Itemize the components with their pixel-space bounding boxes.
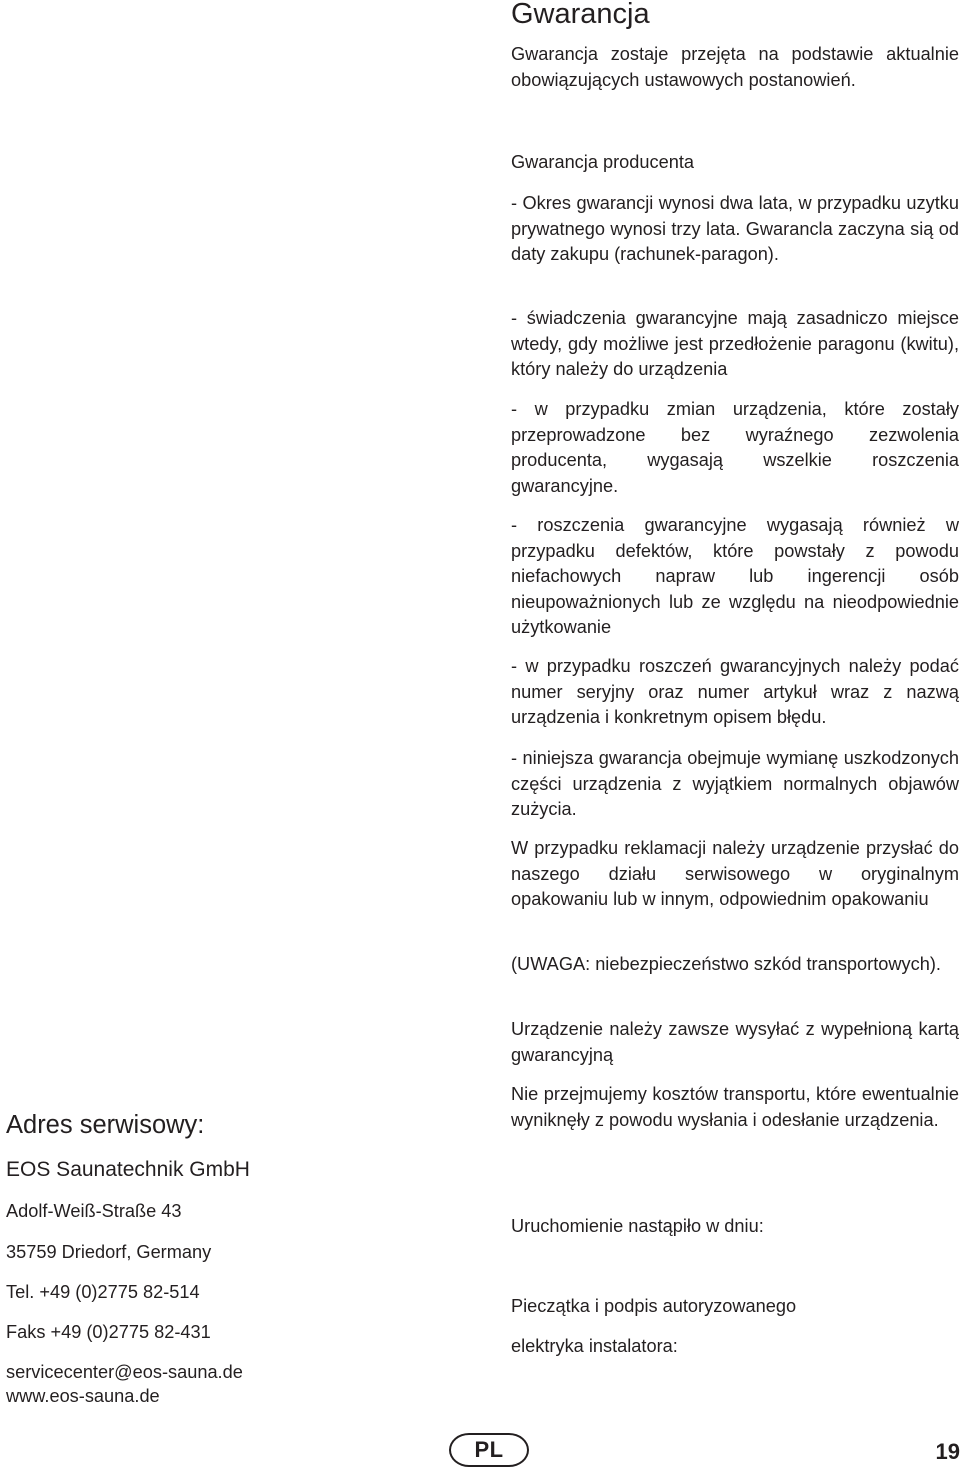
language-badge bbox=[449, 1433, 529, 1467]
return-procedure-paragraph: W przypadku reklamacji należy urządzenie przysłać do naszego działu serwisowego w oryginalnym opakowaniu lub w innym, odpowiednim opakowaniu bbox=[511, 838, 959, 910]
page-title: Gwarancja bbox=[511, 0, 650, 30]
stamp-signature-label-continued: elektryka instalatora: bbox=[511, 1336, 678, 1356]
service-fax: Faks +49 (0)2775 82-431 bbox=[6, 1322, 211, 1342]
receipt-requirement-paragraph: - świadczenia gwarancyjne mają zasadniczo miejsce wtedy, gdy możliwe jest przedłożenie paragonu (kwitu), który należy do urządzenia bbox=[511, 308, 959, 380]
warranty-period-paragraph: - Okres gwarancji wynosi dwa lata, w przypadku uzytku prywatnego wynosi trzy lata. Gwarancla zaczyna sią od daty zakupu (rachunek-paragon). bbox=[511, 193, 959, 265]
page-number: 19 bbox=[935, 1439, 960, 1464]
service-city: 35759 Driedorf, Germany bbox=[6, 1242, 212, 1262]
service-address-title: Adres serwisowy: bbox=[6, 1111, 205, 1139]
claim-details-paragraph: - w przypadku roszczeń gwarancyjnych należy podać numer seryjny oraz numer artykuł wraz z nazwą urządzenia i konkretnym opisem błędu. bbox=[511, 656, 959, 728]
service-street: Adolf-Weiß-Straße 43 bbox=[6, 1201, 182, 1221]
service-email: servicecenter@eos-sauna.de bbox=[6, 1362, 243, 1382]
coverage-paragraph: - niniejsza gwarancja obejmuje wymianę uszkodzonych części urządzenia z wyjątkiem normalnych objawów zużycia. bbox=[511, 748, 959, 820]
warranty-card-paragraph: Urządzenie należy zawsze wysyłać z wypełnioną kartą gwarancyjną bbox=[511, 1019, 959, 1065]
intro-paragraph: Gwarancja zostaje przejęta na podstawie aktualnie obowiązujących ustawowych postanowień. bbox=[511, 44, 959, 90]
stamp-signature-label: Pieczątka i podpis autoryzowanego bbox=[511, 1296, 797, 1316]
service-phone: Tel. +49 (0)2775 82-514 bbox=[6, 1282, 200, 1302]
transport-warning-paragraph: (UWAGA: niebezpieczeństwo szkód transportowych). bbox=[511, 954, 941, 974]
commissioning-date-label: Uruchomienie nastąpiło w dniu: bbox=[511, 1216, 764, 1236]
modification-clause-paragraph: - w przypadku zmian urządzenia, które zostały przeprowadzone bez wyraźnego zezwolenia producenta, wygasają wszelkie roszczenia gwarancyjne. bbox=[511, 399, 959, 496]
service-company-name: EOS Saunatechnik GmbH bbox=[6, 1158, 250, 1181]
service-website: www.eos-sauna.de bbox=[6, 1386, 160, 1406]
manufacturer-warranty-heading: Gwarancja producenta bbox=[511, 152, 694, 172]
language-badge-label: PL bbox=[474, 1437, 504, 1462]
transport-costs-paragraph: Nie przejmujemy kosztów transportu, które ewentualnie wyniknęły z powodu wysłania i odesłanie urządzenia. bbox=[511, 1084, 959, 1130]
defects-clause-paragraph: - roszczenia gwarancyjne wygasają również w przypadku defektów, które powstały z powodu niefachowych napraw lub ingerencji osób nieupoważnionych lub ze względu na nieodpowiednie użytkowanie bbox=[511, 515, 959, 638]
